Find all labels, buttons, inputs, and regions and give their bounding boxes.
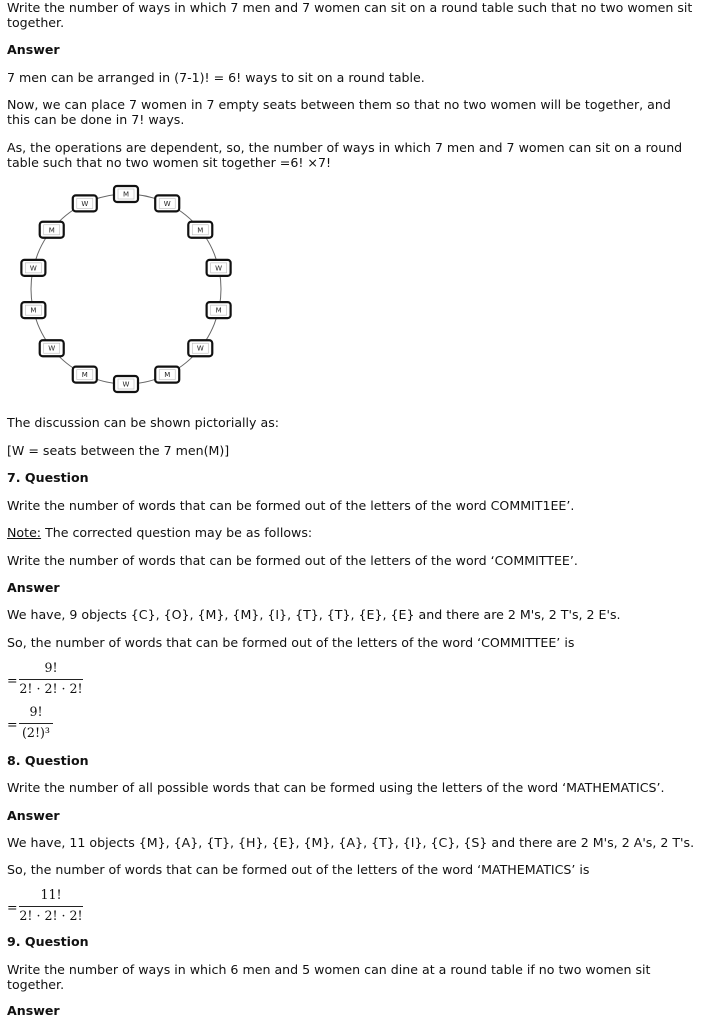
diagram-caption: The discussion can be shown pictorially as: — [7, 415, 280, 430]
equals-sign: = — [7, 717, 18, 732]
seat-man — [21, 302, 45, 318]
answer-paragraph: We have, 11 objects {M}, {A}, {T}, {H}, {E}, {M}, {A}, {T}, {I}, {C}, {S} and there are 2 M's, 2 A's, 2 T's. — [7, 835, 695, 850]
fraction-denominator: 2! · 2! · 2! — [19, 908, 83, 923]
diagram-note: [W = seats between the 7 men(M)] — [7, 443, 230, 458]
fraction-numerator: 9! — [29, 704, 43, 719]
seat-label: M — [164, 371, 171, 380]
answer-paragraph: So, the number of words that can be formed out of the letters of the word ‘COMMITTEE’ is — [7, 635, 575, 650]
answer-paragraph: As, the operations are dependent, so, the number of ways in which 7 men and 7 women can sit on a round table such that no two women sit together =6! ×7! — [7, 140, 683, 170]
note-label: Note: — [7, 525, 42, 540]
seat-label: M — [30, 306, 37, 315]
seat-label: W — [215, 264, 223, 273]
seat-man — [155, 367, 179, 383]
answer-heading: Answer — [7, 808, 60, 823]
seat-label: M — [81, 371, 88, 380]
equals-sign: = — [7, 673, 18, 688]
seat-label: M — [122, 190, 130, 199]
seat-man — [114, 186, 138, 202]
fraction-bar — [19, 679, 83, 680]
question-7-text: Write the number of words that can be formed out of the letters of the word COMMIT1EE’. — [7, 498, 575, 513]
seat-label: M — [48, 226, 55, 235]
seat-woman — [73, 195, 97, 211]
answer-paragraph: So, the number of words that can be formed out of the letters of the word ‘MATHEMATICS’ is — [7, 862, 590, 877]
fraction-numerator: 11! — [40, 887, 62, 902]
fraction-bar — [19, 906, 83, 907]
seat-woman — [207, 260, 231, 276]
fraction-denominator: 2! · 2! · 2! — [19, 681, 83, 696]
question-8-heading: 8. Question — [7, 753, 89, 768]
fraction-bar — [19, 723, 53, 724]
seat-label: W — [163, 199, 171, 208]
seat-label: M — [215, 306, 222, 315]
corrected-question: Write the number of words that can be formed out of the letters of the word ‘COMMITTEE’. — [7, 553, 578, 568]
note-text: The corrected question may be as follows: — [41, 525, 313, 540]
seat-man — [188, 222, 212, 238]
seat-label: W — [81, 199, 89, 208]
seat-woman — [188, 340, 212, 356]
seat-man — [73, 367, 97, 383]
seat-label: M — [197, 226, 204, 235]
answer-paragraph: We have, 9 objects {C}, {O}, {M}, {M}, {I}, {T}, {T}, {E}, {E} and there are 2 M's, 2 T's, 2 E's. — [7, 607, 621, 622]
seat-woman — [40, 340, 64, 356]
question-8-text: Write the number of all possible words that can be formed using the letters of the word ‘MATHEMATICS’. — [7, 780, 665, 795]
seat-label: W — [122, 380, 130, 389]
seat-woman — [114, 376, 138, 392]
question-9-text: Write the number of ways in which 6 men and 5 women can dine at a round table if no two women sit together. — [7, 962, 651, 992]
seat-woman — [155, 195, 179, 211]
question-7-heading: 7. Question — [7, 470, 89, 485]
question-6-text: Write the number of ways in which 7 men and 7 women can sit on a round table such that no two women sit together. — [7, 0, 693, 30]
answer-heading: Answer — [7, 42, 60, 57]
fraction-numerator: 9! — [44, 660, 58, 675]
seat-label: W — [196, 344, 204, 353]
seat-label: W — [29, 264, 37, 273]
seat-woman — [21, 260, 45, 276]
answer-heading: Answer — [7, 1003, 60, 1018]
question-9-heading: 9. Question — [7, 934, 89, 949]
seat-man — [207, 302, 231, 318]
answer-paragraph: 7 men can be arranged in (7-1)! = 6! ways to sit on a round table. — [7, 70, 425, 85]
seat-man — [40, 222, 64, 238]
answer-heading: Answer — [7, 580, 60, 595]
equals-sign: = — [7, 900, 18, 915]
correction-note — [7, 525, 695, 540]
answer-paragraph: Now, we can place 7 women in 7 empty seats between them so that no two women will be together, and this can be done in 7! ways. — [7, 97, 671, 127]
round-table-diagram — [10, 184, 250, 406]
fraction-denominator: (2!)³ — [22, 725, 50, 740]
seat-label: W — [48, 344, 56, 353]
